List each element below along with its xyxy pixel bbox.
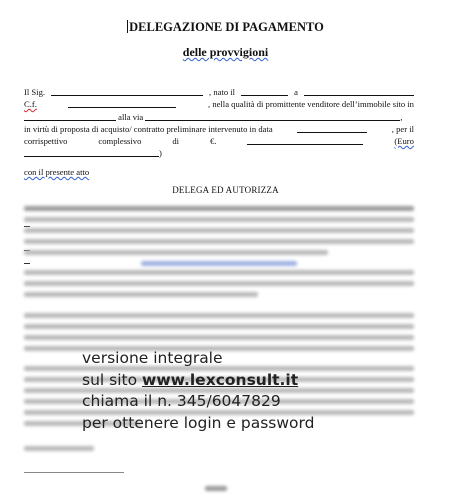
label-promittente: , nella qualità di promittente venditore dell’immobile sito in [208, 99, 414, 109]
label-proposta: in virtù di proposta di acquisto/ contratto preliminare intervenuto in data [24, 124, 273, 134]
field-birth-place[interactable] [304, 87, 414, 96]
promo-overlay [82, 348, 314, 434]
promo-site-link[interactable]: www.lexconsult.it [142, 370, 299, 389]
field-amount-words[interactable] [24, 148, 159, 157]
label-via: alla via [118, 112, 144, 122]
signature-line [24, 472, 124, 473]
label-corrispettivo: corrispettivo [24, 136, 68, 146]
label-complessivo: complessivo [98, 136, 142, 146]
promo-line-2 [82, 370, 314, 392]
document-title-text: DELEGAZIONE DI PAGAMENTO [129, 20, 324, 34]
label-a: a [294, 87, 298, 97]
form-line-price [24, 136, 414, 146]
text-cursor [127, 20, 128, 33]
blurred-footer [205, 486, 227, 497]
label-presente-atto: con il presente atto [24, 167, 90, 177]
section-heading: DELEGA ED AUTORIZZA [172, 185, 279, 195]
label-euro-sign: €. [210, 136, 217, 146]
label-close-paren: ) [159, 148, 162, 158]
document-title [0, 20, 451, 35]
promo-line-3: chiama il n. 345/6047829 [82, 392, 281, 410]
field-street[interactable] [145, 112, 403, 122]
blurred-paragraph-2 [24, 270, 414, 303]
promo-line-4: per ottenere login e password [82, 413, 315, 432]
promo-line-1: versione integrale [82, 349, 223, 367]
blurred-paragraph-1 [24, 206, 414, 272]
form-line-proposal [24, 124, 414, 134]
field-amount[interactable] [247, 136, 363, 145]
field-name[interactable] [51, 87, 203, 96]
form-line-address [24, 112, 414, 122]
label-per-il: , per il [391, 124, 414, 134]
field-contract-date[interactable] [297, 124, 367, 133]
document-subtitle [0, 45, 451, 60]
form-line-cf [24, 99, 414, 109]
field-city[interactable] [24, 112, 116, 121]
form-line-amount-words [24, 148, 414, 158]
label-euro-words: (Euro [394, 136, 414, 146]
form-line-intro [24, 167, 414, 177]
label-sig: Il Sig. [24, 87, 46, 97]
promo-line-2-text: sul sito [82, 370, 143, 389]
label-nato-il: , nato il [209, 87, 236, 97]
form-line-seller [24, 87, 414, 97]
field-birth-date[interactable] [241, 87, 288, 96]
document-subtitle-text: delle provvigioni [182, 45, 269, 59]
label-cf: C.f. [24, 99, 37, 109]
blurred-paragraph-5 [24, 446, 414, 457]
label-di: di [172, 136, 180, 146]
field-codice-fiscale[interactable] [68, 99, 176, 108]
label-comma: , [400, 112, 403, 122]
